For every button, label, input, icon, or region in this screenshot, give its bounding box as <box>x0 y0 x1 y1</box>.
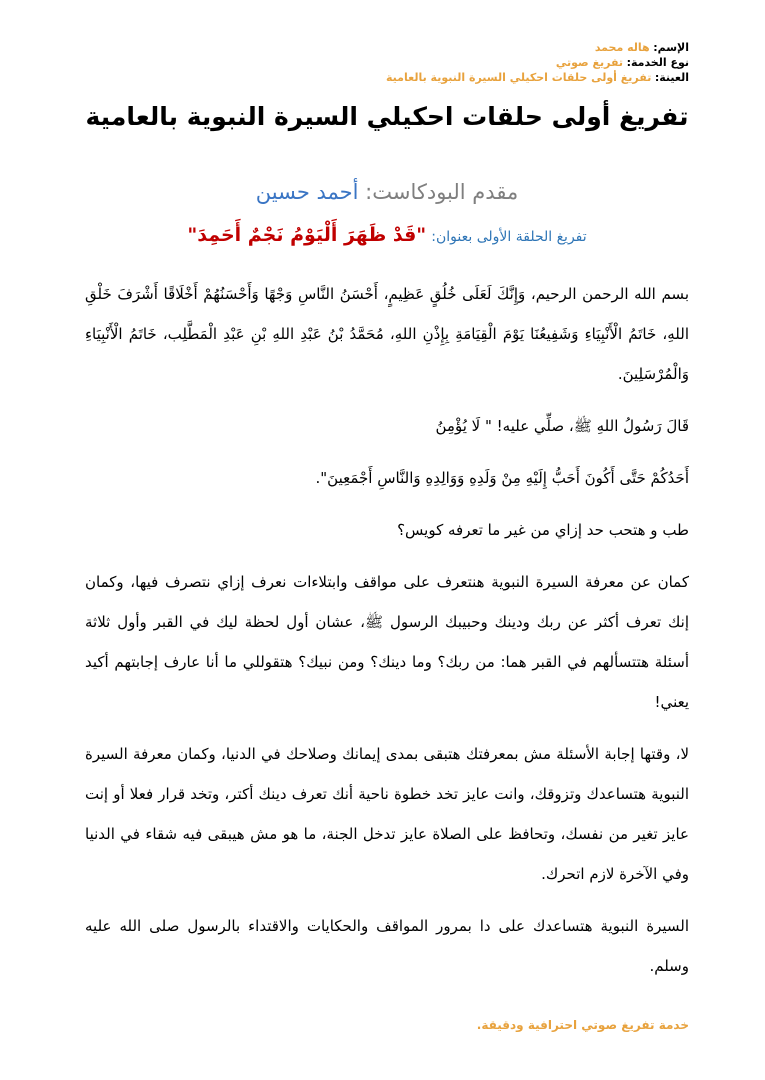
document-title: تفريغ أولى حلقات احكيلي السيرة النبوية بالعامية <box>85 102 689 131</box>
body-paragraph: قَالَ رَسُولُ اللهِ ﷺ، صلِّي عليه! " لَا يُؤْمِنُ <box>435 417 689 435</box>
body-paragraph: كمان عن معرفة السيرة النبوية هنتعرف على مواقف وابتلاءات نعرف إزاي نتصرف فيها، وكمان إنك تعرف أكثر عن ربك ودينك وحبيبك الرسول ﷺ، عشان أول لحظة ليك في القبر وأول ثلاثة أسئلة هتتسألهم في القبر هما: من ربك؟ وما دينك؟ ومن نبيك؟ هتقوللي ما أنا عارف إجابتهم أكيد يعني! <box>85 573 689 711</box>
service-type-value: تفريغ صوتي <box>555 56 624 69</box>
service-footer: خدمة تفريغ صوتي احترافية ودقيقة. <box>476 1018 689 1032</box>
presenter-line <box>85 180 689 204</box>
episode-title-line <box>85 224 689 246</box>
transcript-body <box>85 274 689 986</box>
client-info-header <box>85 40 689 85</box>
sample-line <box>85 70 689 85</box>
presenter-label: مقدم البودكاست: <box>365 180 519 204</box>
body-paragraph: طب و هتحب حد إزاي من غير ما تعرفه كويس؟ <box>397 521 689 539</box>
presenter-name: أحمد حسين <box>255 180 359 204</box>
name-value: هاله محمد <box>594 41 650 54</box>
body-paragraph: السيرة النبوية هتساعدك على دا بمرور المواقف والحكايات والاقتداء بالرسول صلى الله عليه وسلم. <box>85 917 689 975</box>
service-type-line <box>85 55 689 70</box>
body-paragraph: أَحَدُكُمْ حَتَّى أَكُونَ أَحَبُّ إِلَيْهِ مِنْ وَلَدِهِ وَوَالِدِهِ وَالنَّاسِ أَجْمَعِينَ". <box>315 469 689 487</box>
body-paragraph: لا، وقتها إجابة الأسئلة مش بمعرفتك هتبقى بمدى إيمانك وصلاحك في الدنيا، وكمان معرفة السيرة النبوية هتساعدك وتزوقك، وانت عايز تخد خطوة ناحية أنك تعرف دينك أكتر، وتخد قرار فعلا أو إنت عايز تغير من نفسك، وتحافظ على الصلاة عايز تدخل الجنة، ما هو مش هيبقى فيه شقاء في الدنيا وفي الآخرة لازم اتحرك. <box>85 745 689 883</box>
sample-value: تفريغ أولى حلقات احكيلي السيرة النبوية بالعامية <box>386 71 652 84</box>
episode-label: تفريغ الحلقة الأولى بعنوان: <box>431 229 587 245</box>
service-type-label: نوع الخدمة: <box>626 56 689 69</box>
body-paragraph: بسم الله الرحمن الرحيم، وَإِنَّكَ لَعَلَى خُلُقٍ عَظِيمٍ، أَحْسَنُ النَّاسِ وَجْهًا وَأَحْسَنُهُمْ أَخْلَاقًا أَشْرَفَ خَلْقِ اللهِ، خَاتَمُ الْأَنْبِيَاءِ وَشَفِيعُنَا يَوْمَ الْقِيَامَةِ بِإِذْنِ اللهِ، مُحَمَّدُ بْنُ عَبْدِ اللهِ بْنِ عَبْدِ الْمَطَّلِب، خَاتَمُ الْأَنْبِيَاءِ وَالْمُرْسَلِينَ. <box>85 285 689 383</box>
sample-label: العينة: <box>654 71 689 84</box>
client-name-line <box>85 40 689 55</box>
name-label: الإسم: <box>653 41 689 54</box>
episode-quote: "قَدْ ظَهَرَ أَلْيَوْمُ نَجْمٌ أَحَمِدَ" <box>187 224 427 246</box>
